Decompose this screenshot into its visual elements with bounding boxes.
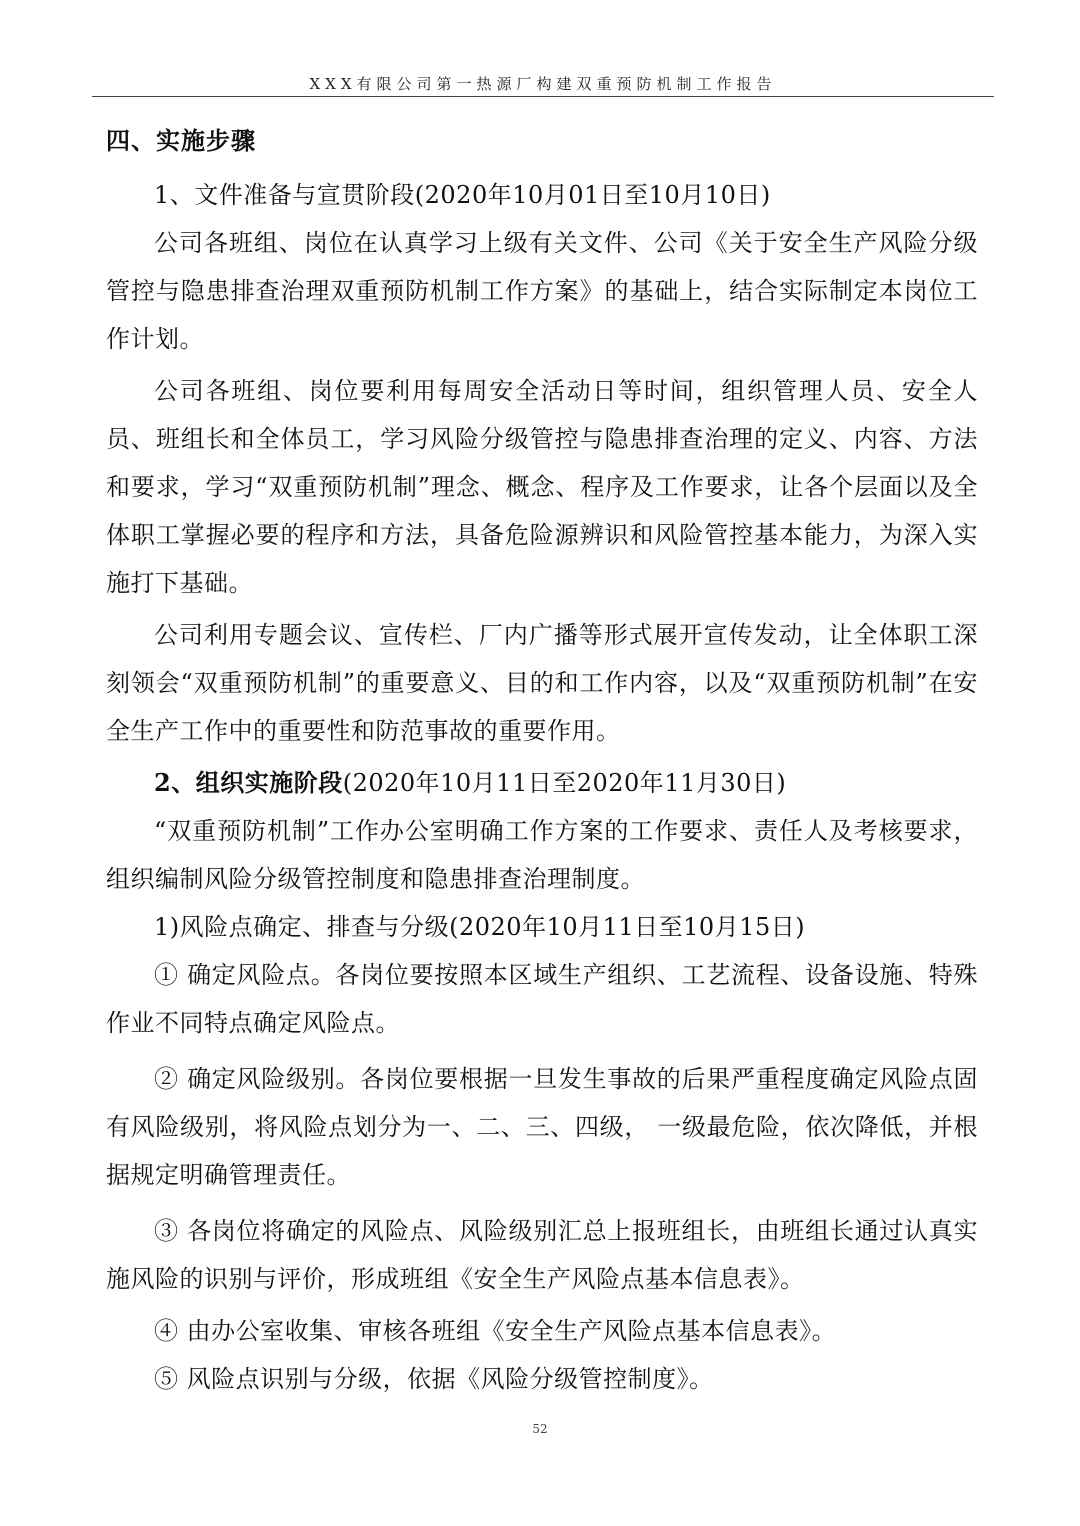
list-item-3: ③ 各岗位将确定的风险点、风险级别汇总上报班组长，由班组长通过认真实施风险的识别与评价，形成班组《安全生产风险点基本信息表》。 xyxy=(106,1217,978,1293)
phase1-paragraph-2: 公司各班组、岗位要利用每周安全活动日等时间，组织管理人员、安全人员、班组长和全体员工，学习风险分级管控与隐患排查治理的定义、内容、方法和要求，学习“双重预防机制”理念、概念、程序及工作要求，让各个层面以及全体职工掌握必要的程序和方法，具备危险源辨识和风险管控基本能力，为深入实施打下基础。 xyxy=(106,377,978,597)
list-item-1: ① 确定风险点。各岗位要按照本区域生产组织、工艺流程、设备设施、特殊作业不同特点确定风险点。 xyxy=(106,961,978,1037)
section-title: 四、实施步骤 xyxy=(106,126,256,155)
phase2-heading xyxy=(106,759,978,807)
phase1-paragraph-1: 公司各班组、岗位在认真学习上级有关文件、公司《关于安全生产风险分级管控与隐患排查治理双重预防机制工作方案》的基础上，结合实际制定本岗位工作计划。 xyxy=(106,229,978,353)
list-item-5: ⑤ 风险点识别与分级，依据《风险分级管控制度》。 xyxy=(154,1365,714,1393)
phase1-heading: 1、文件准备与宣贯阶段(2020年10月01日至10月10日) xyxy=(154,181,771,209)
subsection-heading: 1)风险点确定、排查与分级(2020年10月11日至10月15日) xyxy=(154,913,806,941)
page-header: XXX有限公司第一热源厂构建双重预防机制工作报告 xyxy=(309,75,777,93)
list-item-4: ④ 由办公室收集、审核各班组《安全生产风险点基本信息表》。 xyxy=(154,1317,837,1345)
phase2-paragraph-1: “双重预防机制”工作办公室明确工作方案的工作要求、责任人及考核要求，组织编制风险分级管控制度和隐患排查治理制度。 xyxy=(106,817,978,893)
phase2-heading-title: 2、组织实施阶段 xyxy=(154,768,343,797)
document-body xyxy=(106,171,978,1403)
phase2-heading-date: (2020年10月11日至2020年11月30日) xyxy=(342,769,787,797)
list-item-2: ② 确定风险级别。各岗位要根据一旦发生事故的后果严重程度确定风险点固有风险级别，将风险点划分为一、二、三、四级， 一级最危险，依次降低，并根据规定明确管理责任。 xyxy=(106,1065,978,1189)
header-divider xyxy=(92,96,994,97)
page-number: 52 xyxy=(532,1422,548,1436)
phase1-paragraph-3: 公司利用专题会议、宣传栏、厂内广播等形式展开宣传发动，让全体职工深刻领会“双重预防机制”的重要意义、目的和工作内容，以及“双重预防机制”在安全生产工作中的重要性和防范事故的重要作用。 xyxy=(106,621,978,745)
